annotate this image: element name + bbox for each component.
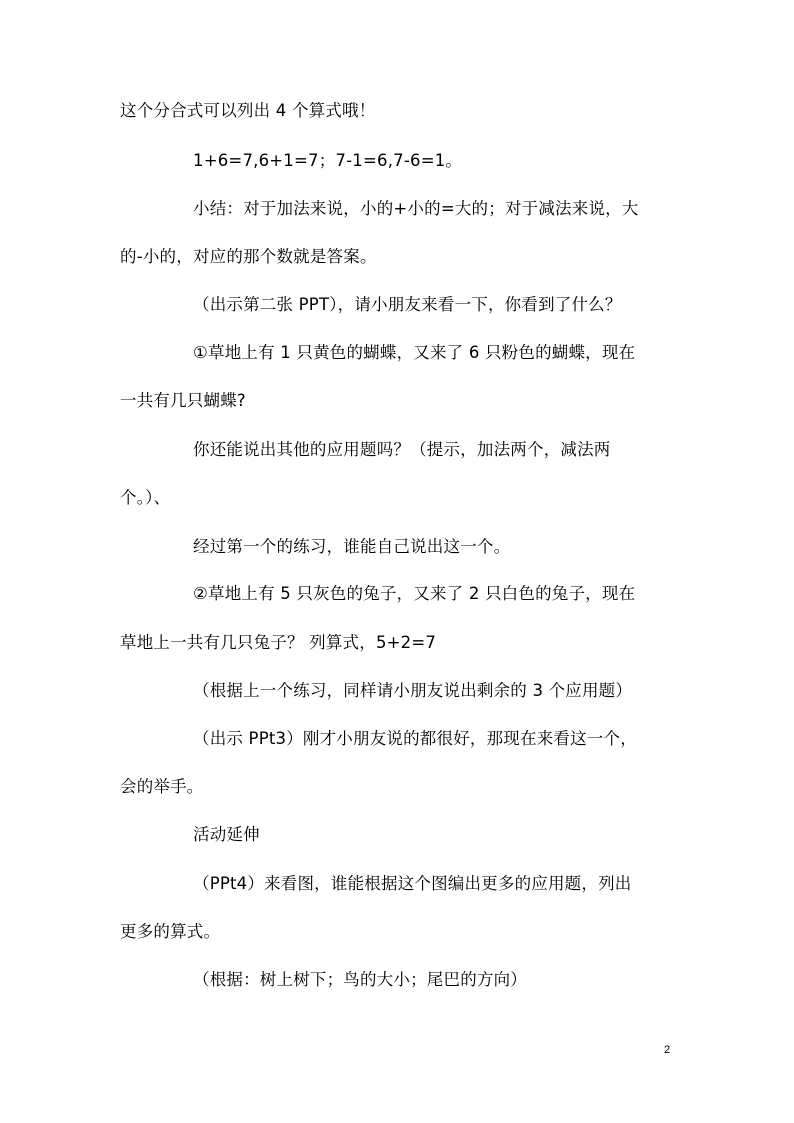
text-line: 会的举手。 — [120, 777, 204, 796]
text-line: 这个分合式可以列出 4 个算式哦！ — [120, 101, 376, 120]
text-line: 草地上一共有几只兔子？ 列算式，5+2=7 — [120, 633, 437, 652]
text-line: （根据上一个练习，同样请小朋友说出剩余的 3 个应用题） — [193, 681, 633, 700]
text-line: （根据：树上树下；鸟的大小；尾巴的方向） — [193, 970, 527, 989]
text-line: 经过第一个的练习，谁能自己说出这一个。 — [193, 537, 511, 556]
text-line: 一共有几只蝴蝶? — [120, 391, 246, 410]
text-line: ②草地上有 5 只灰色的兔子，又来了 2 只白色的兔子，现在 — [193, 584, 636, 603]
text-line: （PPt4）来看图，谁能根据这个图编出更多的应用题，列出 — [193, 874, 632, 893]
text-line: 小结：对于加法来说，小的+小的=大的；对于减法来说，大 — [193, 199, 639, 218]
text-line: 更多的算式。 — [120, 922, 221, 941]
text-line: 你还能说出其他的应用题吗？（提示，加法两个，减法两 — [193, 440, 611, 459]
section-heading: 活动延伸 — [193, 825, 260, 844]
text-line: ①草地上有 1 只黄色的蝴蝶，又来了 6 只粉色的蝴蝶，现在 — [193, 343, 636, 362]
text-line: （出示 PPt3）刚才小朋友说的都很好，那现在来看这一个， — [193, 729, 637, 748]
text-line: 的-小的，对应的那个数就是答案。 — [120, 247, 377, 266]
text-line: （出示第二张 PPT），请小朋友来看一下，你看到了什么？ — [193, 295, 622, 314]
page-number: 2 — [664, 1044, 671, 1056]
text-line: 个。）、 — [120, 488, 171, 507]
text-line: 1+6=7,6+1=7；7-1=6,7-6=1。 — [193, 151, 463, 170]
